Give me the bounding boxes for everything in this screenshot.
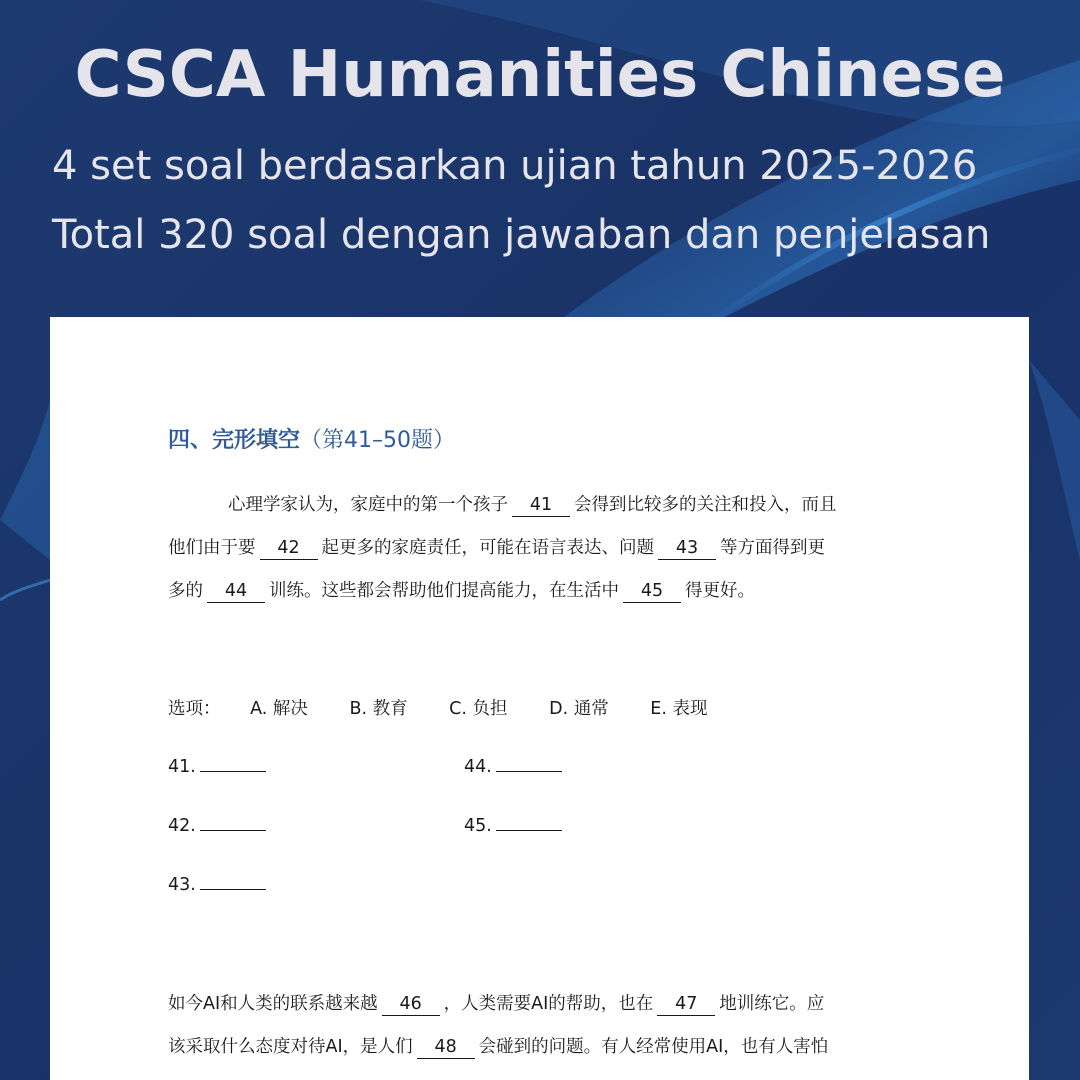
option-c: C. 负担	[449, 699, 508, 719]
subtitle-sets: 4 set soal berdasarkan ujian tahun 2025-2026	[52, 143, 978, 189]
text-segment: 训练。这些都会帮助他们提高能力，在生活中	[269, 581, 619, 601]
blank-41: 41	[512, 494, 570, 517]
blank-48: 48	[417, 1036, 475, 1059]
answer-44	[464, 757, 562, 777]
text-segment: 心理学家认为，家庭中的第一个孩子	[228, 495, 508, 515]
text-segment: ，人类需要AI的帮助，也在	[443, 994, 654, 1014]
option-b: B. 教育	[349, 699, 408, 719]
passage-1-line-3	[168, 570, 913, 613]
answer-number: 43.	[168, 875, 196, 895]
section-title-range: （第41–50题）	[300, 428, 456, 453]
option-a: A. 解决	[250, 699, 308, 719]
answer-43	[168, 875, 266, 895]
answer-number: 41.	[168, 757, 196, 777]
passage-2-line-2	[168, 1026, 913, 1069]
answer-number: 44.	[464, 757, 492, 777]
page-title: CSCA Humanities Chinese	[74, 38, 1006, 112]
answer-number: 42.	[168, 816, 196, 836]
blank-42: 42	[260, 537, 318, 560]
blank-46: 46	[382, 993, 440, 1016]
answer-41	[168, 757, 266, 777]
text-segment: 起更多的家庭责任，可能在语言表达、问题	[321, 538, 654, 558]
passage-1	[168, 484, 913, 613]
options-label: 选项：	[168, 699, 221, 719]
subtitle-total: Total 320 soal dengan jawaban dan penjelasan	[52, 212, 991, 258]
blank-44: 44	[207, 580, 265, 603]
answer-blank[interactable]	[200, 876, 266, 890]
text-segment: 会得到比较多的关注和投入，而且	[574, 495, 837, 515]
answer-blank[interactable]	[496, 817, 562, 831]
section-title-main: 四、完形填空	[168, 428, 301, 453]
option-d: D. 通常	[549, 699, 609, 719]
answer-42	[168, 816, 266, 836]
passage-2	[168, 983, 913, 1069]
option-e: E. 表现	[650, 699, 708, 719]
text-segment: 该采取什么态度对待AI，是人们	[168, 1037, 413, 1057]
text-segment: 多的	[168, 581, 203, 601]
answer-45	[464, 816, 562, 836]
text-segment: 会碰到的问题。有人经常使用AI，也有人害怕	[478, 1037, 829, 1057]
answer-number: 45.	[464, 816, 492, 836]
text-segment: 得更好。	[685, 581, 755, 601]
passage-1-line-2	[168, 527, 913, 570]
answer-blank[interactable]	[200, 817, 266, 831]
answer-blank[interactable]	[200, 758, 266, 772]
passage-1-line-1	[168, 484, 913, 527]
passage-2-line-1	[168, 983, 913, 1026]
section-title	[168, 423, 455, 454]
blank-45: 45	[623, 580, 681, 603]
text-segment: 地训练它。应	[719, 994, 825, 1014]
text-segment: 如今AI和人类的联系越来越	[168, 994, 378, 1014]
text-segment: 他们由于要	[168, 538, 256, 558]
blank-43: 43	[658, 537, 716, 560]
text-segment: 等方面得到更	[720, 538, 825, 558]
document-page	[50, 317, 1029, 1080]
blank-47: 47	[657, 993, 715, 1016]
answer-blank[interactable]	[496, 758, 562, 772]
options-row	[168, 695, 743, 720]
